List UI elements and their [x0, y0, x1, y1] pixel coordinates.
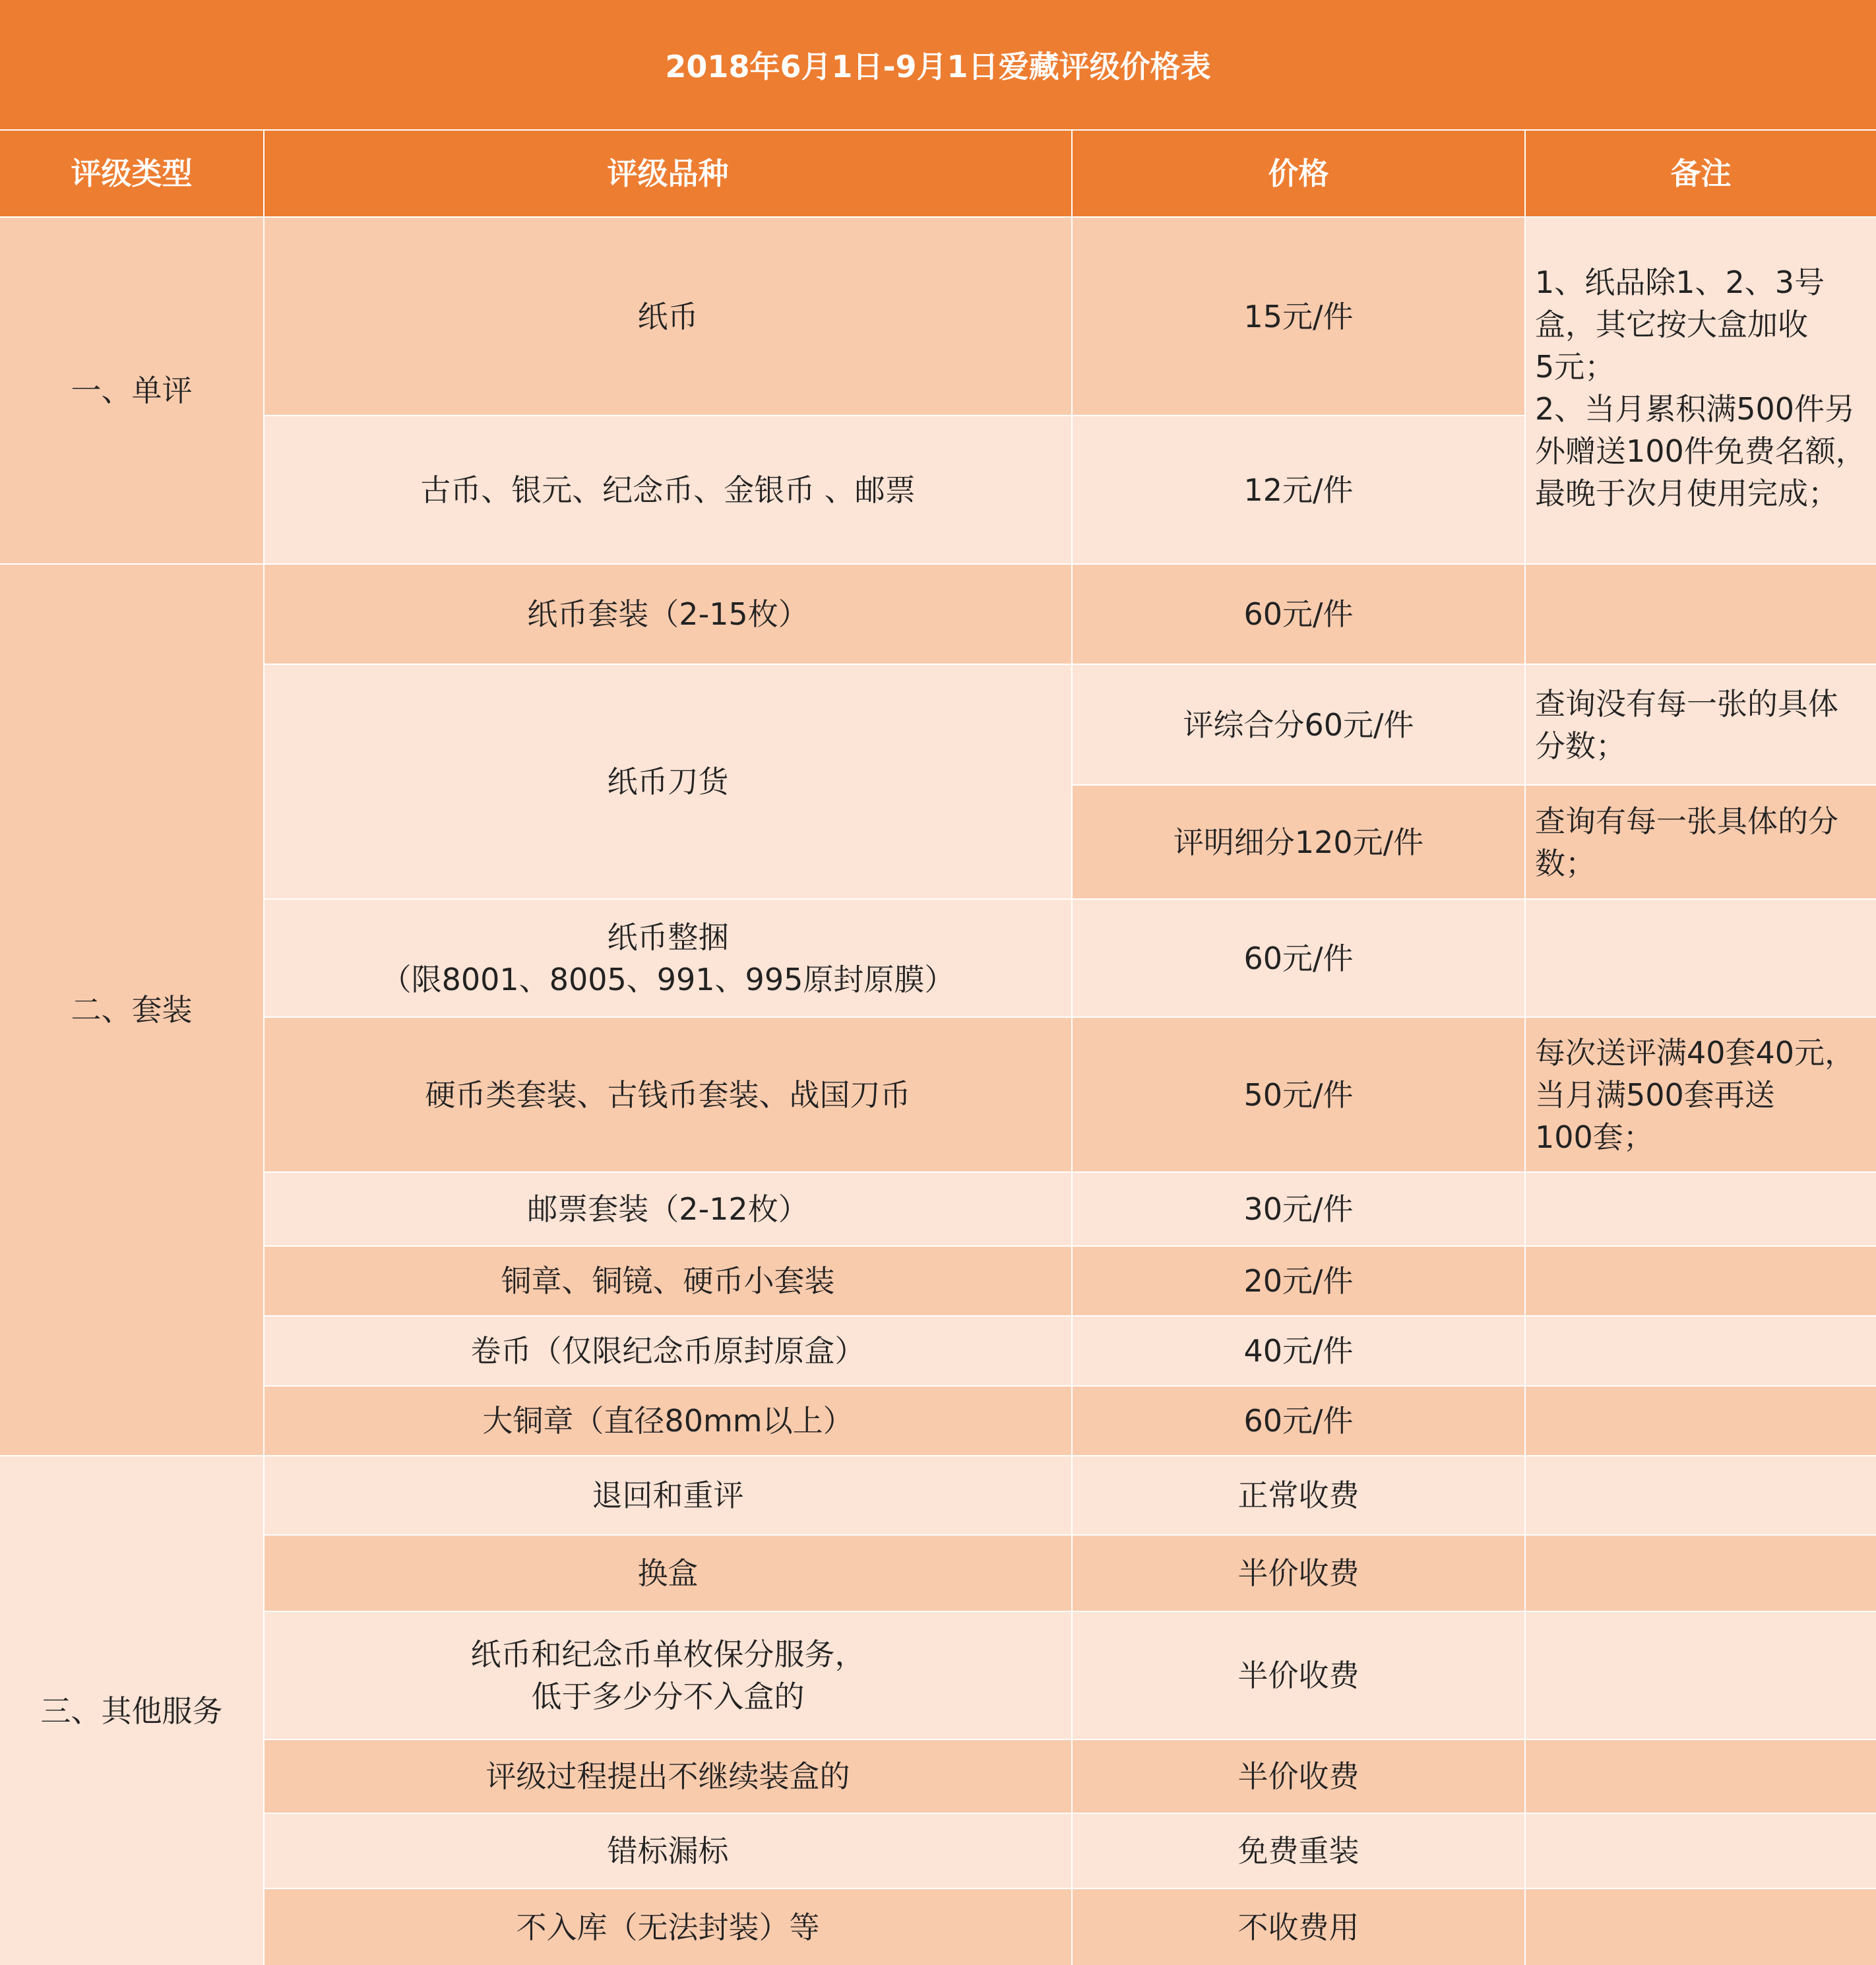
table-row-price: 正常收费 — [1073, 1456, 1524, 1534]
table-row-variety: 纸币和纪念币单枚保分服务， 低于多少分不入盒的 — [265, 1612, 1071, 1739]
table-row-note — [1526, 1317, 1876, 1385]
table-row-price: 60元/件 — [1073, 900, 1524, 1016]
table-row-variety: 换盒 — [265, 1536, 1071, 1611]
table-row-price: 50元/件 — [1073, 1018, 1524, 1171]
header-variety: 评级品种 — [265, 131, 1071, 216]
table-row-price: 15元/件 — [1073, 218, 1524, 415]
table-row-note — [1526, 1740, 1876, 1813]
table-row-note — [1526, 1612, 1876, 1739]
table-row-price: 40元/件 — [1073, 1317, 1524, 1385]
table-row-variety: 硬币类套装、古钱币套装、战国刀币 — [265, 1018, 1071, 1171]
table-row-variety: 不入库（无法封装）等 — [265, 1889, 1071, 1965]
table-row-variety: 纸币套装（2-15枚） — [265, 565, 1071, 664]
table-row-price: 评明细分120元/件 — [1073, 786, 1524, 898]
table-row-price: 半价收费 — [1073, 1612, 1524, 1739]
category-single: 一、单评 — [0, 218, 263, 563]
table-row-variety: 退回和重评 — [265, 1456, 1071, 1534]
header-price: 价格 — [1073, 131, 1524, 216]
table-row-price: 12元/件 — [1073, 416, 1524, 563]
table-row-variety: 铜章、铜镜、硬币小套装 — [265, 1247, 1071, 1315]
table-row-variety: 卷币（仅限纪念币原封原盒） — [265, 1317, 1071, 1385]
header-note: 备注 — [1526, 131, 1876, 216]
table-row-variety: 纸币刀货 — [265, 665, 1071, 898]
table-row-variety: 大铜章（直径80mm以上） — [265, 1387, 1071, 1455]
table-title: 2018年6月1日-9月1日爱藏评级价格表 — [0, 0, 1876, 129]
table-row-note — [1526, 1536, 1876, 1611]
category-set: 二、套装 — [0, 565, 263, 1455]
table-row-note — [1526, 1814, 1876, 1888]
table-row-note — [1526, 1456, 1876, 1534]
table-row-variety: 纸币整捆 （限8001、8005、991、995原封原膜） — [265, 900, 1071, 1016]
table-row-note: 每次送评满40套40元， 当月满500套再送 100套； — [1526, 1018, 1876, 1171]
table-row-note — [1526, 1387, 1876, 1455]
table-row-price: 半价收费 — [1073, 1740, 1524, 1813]
single-note: 1、纸品除1、2、3号 盒，其它按大盒加收 5元； 2、当月累积满500件另 外赠送100件免费名额， 最晚于次月使用完成； — [1526, 218, 1876, 563]
table-row-variety: 评级过程提出不继续装盒的 — [265, 1740, 1071, 1813]
table-row-note — [1526, 1173, 1876, 1245]
table-row-note: 查询有每一张具体的分 数； — [1526, 786, 1876, 898]
category-other: 三、其他服务 — [0, 1456, 263, 1965]
table-row-note — [1526, 1889, 1876, 1965]
table-row-variety: 纸币 — [265, 218, 1071, 415]
table-row-price: 60元/件 — [1073, 565, 1524, 664]
table-row-note — [1526, 900, 1876, 1016]
table-row-note — [1526, 565, 1876, 664]
table-row-note: 查询没有每一张的具体 分数； — [1526, 665, 1876, 784]
table-row-price: 评综合分60元/件 — [1073, 665, 1524, 784]
table-row-price: 60元/件 — [1073, 1387, 1524, 1455]
table-row-variety: 错标漏标 — [265, 1814, 1071, 1888]
header-type: 评级类型 — [0, 131, 263, 216]
table-row-note — [1526, 1247, 1876, 1315]
table-row-price: 免费重装 — [1073, 1814, 1524, 1888]
table-row-price: 20元/件 — [1073, 1247, 1524, 1315]
table-row-price: 30元/件 — [1073, 1173, 1524, 1245]
table-row-price: 半价收费 — [1073, 1536, 1524, 1611]
table-row-price: 不收费用 — [1073, 1889, 1524, 1965]
table-row-variety: 邮票套装（2-12枚） — [265, 1173, 1071, 1245]
table-row-variety: 古币、银元、纪念币、金银币 、邮票 — [265, 416, 1071, 563]
